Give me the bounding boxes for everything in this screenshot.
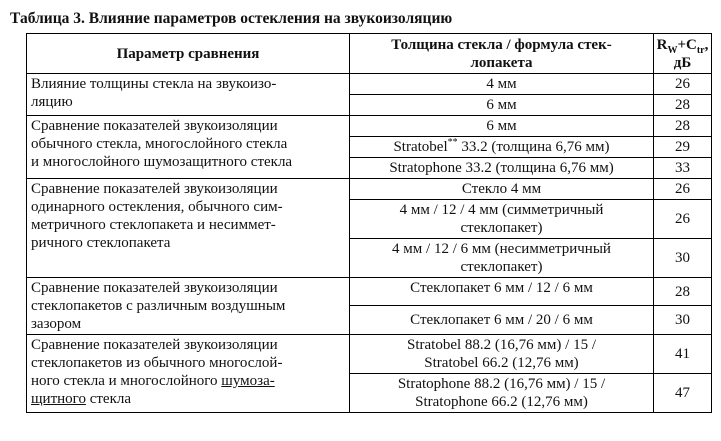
header-thickness-line2: лопакета: [470, 54, 533, 71]
value-cell: 28: [654, 278, 712, 306]
header-plus-c: +C: [677, 36, 697, 53]
parameter-line: и многослойного шумозащитного стекла: [31, 154, 293, 170]
table-row: [27, 278, 712, 306]
thickness-line: Stratophone 66.2 (12,76 мм): [415, 394, 588, 410]
thickness-line: Stratobel 66.2 (12,76 мм): [424, 355, 579, 371]
value-cell: 26: [654, 74, 712, 95]
value-cell: 28: [654, 95, 712, 116]
parameter-line: [31, 390, 345, 408]
thickness-line: Stratobel 88.2 (16,76 мм) / 15 /: [407, 337, 596, 353]
parameter-line: ричного стеклопакета: [31, 235, 171, 251]
stratobel-rest: 33.2 (толщина 6,76 мм): [457, 139, 610, 155]
value-cell: 41: [654, 335, 712, 374]
parameter-line: обычного стекла, многослойного стекла: [31, 136, 288, 152]
underlined-text: щитного: [31, 391, 86, 407]
thickness-cell: [350, 335, 654, 374]
parameter-line: Сравнение показателей звукоизоляции: [31, 280, 278, 296]
parameter-line: стеклопакетов с различным воздушным: [31, 298, 286, 314]
header-thickness-line1: Толщина стекла / формула стек-: [391, 36, 612, 53]
comparison-table: [26, 33, 712, 413]
header-unit: дБ: [673, 54, 692, 71]
header-thickness: [350, 34, 654, 74]
table-header-row: [27, 34, 712, 74]
parameter-cell-thickness: [27, 74, 350, 116]
stratobel-word: Stratobel: [393, 139, 448, 155]
value-cell: 29: [654, 137, 712, 158]
parameter-cell-air-gap: [27, 278, 350, 335]
header-rw-formula: [656, 36, 709, 54]
parameter-text: ного стекла и многослойного: [31, 373, 222, 389]
thickness-cell: Стеклопакет 6 мм / 20 / 6 мм: [350, 306, 654, 335]
thickness-line: 4 мм / 12 / 6 мм (несимметричный: [392, 241, 611, 257]
value-cell: 33: [654, 158, 712, 179]
header-comma: ,: [704, 36, 709, 53]
thickness-cell: [350, 239, 654, 278]
thickness-line: стеклопакет): [460, 220, 543, 236]
parameter-text: стекла: [85, 391, 132, 407]
table-row: [27, 116, 712, 137]
thickness-cell: 6 мм: [350, 95, 654, 116]
thickness-cell: [350, 374, 654, 413]
header-r: R: [656, 36, 668, 53]
value-cell: 28: [654, 116, 712, 137]
table-row: [27, 74, 712, 95]
thickness-line: Stratophone 88.2 (16,76 мм) / 15 /: [397, 376, 606, 392]
thickness-cell: 6 мм: [350, 116, 654, 137]
value-cell: 30: [654, 306, 712, 335]
header-tr-subscript: tr: [696, 44, 705, 56]
thickness-cell: [350, 200, 654, 239]
parameter-line: стеклопакетов из обычного многослой-: [31, 355, 283, 371]
thickness-cell: Стекло 4 мм: [350, 179, 654, 200]
thickness-line: стеклопакет): [460, 259, 543, 275]
value-cell: 26: [654, 200, 712, 239]
table-row: [27, 335, 712, 374]
parameter-line: Сравнение показателей звукоизоляции: [31, 337, 278, 353]
parameter-line: одинарного остекления, обычного сим-: [31, 199, 283, 215]
thickness-cell: 4 мм: [350, 74, 654, 95]
header-rw-ctr: [654, 34, 712, 74]
underlined-text: шумоза-: [221, 373, 275, 389]
parameter-line: метричного стеклопакета и несиммет-: [31, 217, 276, 233]
parameter-cell-glazing: [27, 179, 350, 278]
parameter-cell-laminated: [27, 335, 350, 413]
table-caption: Таблица 3. Влияние параметров остекления на звукоизоляцию: [10, 10, 453, 27]
header-parameter: Параметр сравнения: [27, 34, 350, 74]
value-cell: 47: [654, 374, 712, 413]
value-cell: 26: [654, 179, 712, 200]
parameter-line: ляцию: [31, 94, 73, 110]
parameter-line: [31, 372, 345, 390]
parameter-line: Сравнение показателей звукоизоляции: [31, 118, 278, 134]
parameter-line: Влияние толщины стекла на звукоизо-: [31, 76, 277, 92]
header-w-subscript: W: [667, 44, 678, 56]
thickness-cell: Stratophone 33.2 (толщина 6,76 мм): [350, 158, 654, 179]
parameter-line: зазором: [31, 316, 82, 332]
table-row: [27, 179, 712, 200]
value-cell: 30: [654, 239, 712, 278]
thickness-cell: Стеклопакет 6 мм / 12 / 6 мм: [350, 278, 654, 306]
parameter-line: Сравнение показателей звукоизоляции: [31, 181, 278, 197]
thickness-cell: [350, 137, 654, 158]
thickness-line: 4 мм / 12 / 4 мм (симметричный: [399, 202, 604, 218]
parameter-cell-glass-types: [27, 116, 350, 179]
footnote-mark: **: [447, 137, 458, 148]
